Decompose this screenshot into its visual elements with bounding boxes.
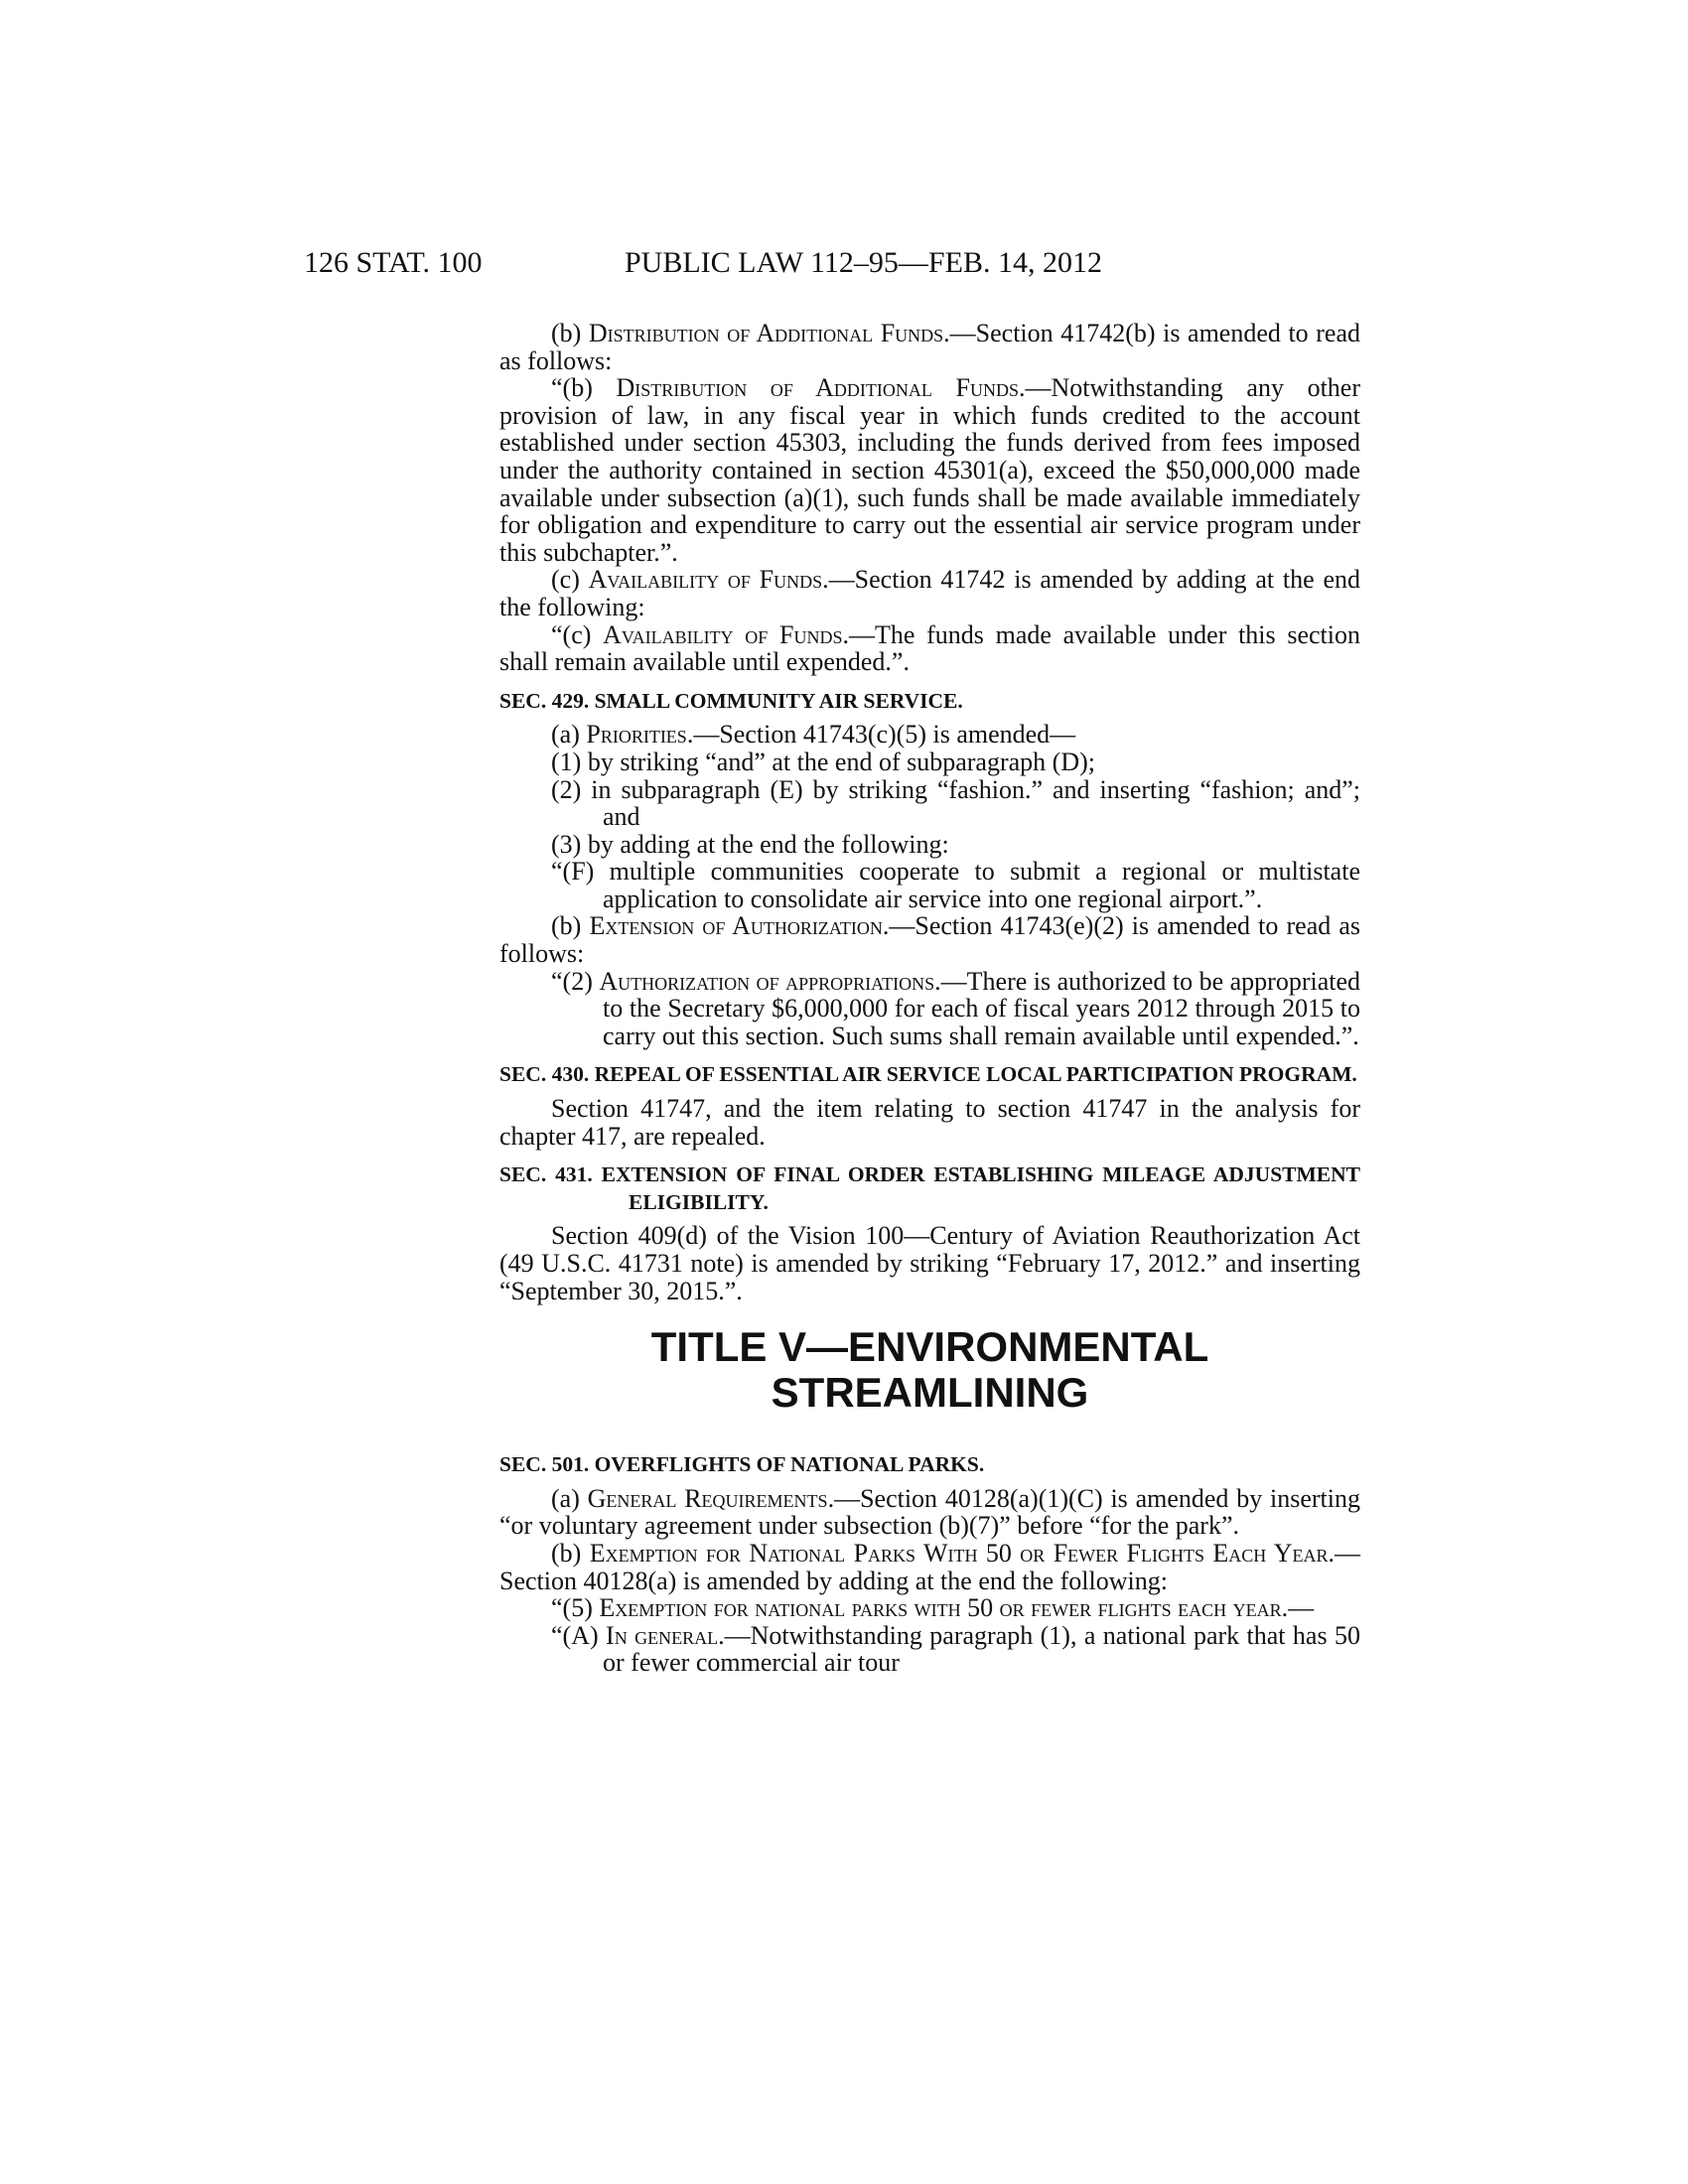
text-run: .— <box>1281 1593 1315 1623</box>
text-run: “(b) <box>551 373 617 403</box>
title-heading <box>499 1324 1360 1416</box>
text-run: “(2) <box>551 966 600 996</box>
section-heading <box>499 1451 1360 1479</box>
paragraph <box>499 721 1360 749</box>
quoted-subparagraph <box>499 858 1360 912</box>
heading-caption: Exemption for National Parks With 50 or Fewer Flights Each Year <box>589 1538 1329 1568</box>
heading-caption: General Requirements <box>587 1483 828 1513</box>
text-run: (c) <box>551 565 589 595</box>
heading-caption: Exemption for national parks with 50 or fewer flights each year <box>599 1593 1282 1623</box>
text-run: (b) <box>551 1538 590 1568</box>
text-run: (3) by adding at the end the following: <box>551 829 949 859</box>
paragraph <box>499 320 1360 374</box>
quoted-subparagraph <box>499 1622 1360 1677</box>
text-run: .—Notwithstanding any other provision of law, in any fiscal year in which funds credited to the account established under section 45303, including the funds derived from fees imposed under the authority contained in section 45301(a), exceed the $50,000,000 made available under subsection (a)(1), such funds shall be made available immediately for obligation and expenditure to carry out the essential air service program under this subchapter.”. <box>499 373 1361 567</box>
text-run: .—Section 41742 is amended by adding at the end the following: <box>499 565 1361 621</box>
text-run: “(5) <box>551 1593 600 1623</box>
document-body <box>499 320 1360 1677</box>
text-run: .—The funds made available under this section shall remain available until expended.”. <box>499 619 1361 677</box>
quoted-paragraph <box>499 968 1360 1050</box>
text-run: (2) in subparagraph (E) by striking “fashion.” and inserting “fashion; and”; and <box>551 774 1360 832</box>
paragraph <box>499 1222 1360 1304</box>
text-run: .—Section 40128(a)(1)(C) is amended by inserting “or voluntary agreement under subsection (b)(7)” before “for the park”. <box>499 1483 1361 1541</box>
heading-caption: Availability of Funds <box>588 565 823 595</box>
text-run: SEC. 430. REPEAL OF ESSENTIAL AIR SERVICE LOCAL PARTICIPATION PROGRAM. <box>499 1062 1357 1087</box>
heading-caption: Extension of Authorization <box>589 911 883 941</box>
text-run: Section 41747, and the item relating to section 41747 in the analysis for chapter 417, are repealed. <box>499 1094 1360 1151</box>
paragraph <box>499 912 1360 967</box>
text-run: TITLE V—ENVIRONMENTAL STREAMLINING <box>650 1323 1209 1417</box>
section-heading <box>499 1061 1360 1089</box>
heading-caption: Distribution of Additional Funds <box>616 373 1019 403</box>
clause <box>499 749 1360 776</box>
paragraph <box>499 566 1360 620</box>
heading-caption: Distribution of Additional Funds <box>588 319 944 347</box>
text-run: (a) <box>551 720 587 750</box>
text-run: SEC. 431. EXTENSION OF FINAL ORDER ESTABLISHING MILEAGE ADJUSTMENT ELIGIBILITY. <box>499 1162 1360 1214</box>
text-run: “(A) <box>551 1620 607 1650</box>
heading-caption: In general <box>606 1620 719 1650</box>
paragraph <box>499 1485 1360 1540</box>
quoted-paragraph <box>499 1594 1360 1622</box>
quoted-paragraph <box>499 776 1360 831</box>
text-run: (b) <box>551 319 589 347</box>
paragraph <box>499 374 1360 566</box>
section-heading <box>499 1161 1360 1216</box>
text-run: .—Section 41742(b) is amended to read as follows: <box>499 319 1360 375</box>
text-run: Section 409(d) of the Vision 100—Century of Aviation Reauthorization Act (49 U.S.C. 41731 note) is amended by striking “February 17, 2012.” and inserting “September 30, 2015.”. <box>499 1221 1360 1305</box>
text-run: .—Section 41743(c)(5) is amended— <box>686 720 1076 750</box>
heading-caption: Authorization of appropriations <box>599 966 935 996</box>
paragraph <box>499 1095 1360 1150</box>
paragraph <box>499 1540 1360 1594</box>
statute-page-number: 126 STAT. 100 <box>304 246 483 279</box>
heading-caption: Availability of Funds <box>603 619 843 649</box>
text-run: SEC. 501. OVERFLIGHTS OF NATIONAL PARKS. <box>499 1452 985 1477</box>
text-run: “(F) multiple communities cooperate to submit a regional or multistate application to consolidate air service into one regional airport.”. <box>551 857 1360 913</box>
clause <box>499 831 1360 859</box>
page-header <box>0 246 1688 286</box>
text-run: “(c) <box>551 619 604 649</box>
text-run: .—Section 40128(a) is amended by adding at the end the following: <box>499 1538 1360 1595</box>
text-run: .—Notwithstanding paragraph (1), a national park that has 50 or fewer commercial air tour <box>603 1620 1360 1678</box>
text-run: (b) <box>551 911 590 941</box>
heading-caption: Priorities <box>586 720 687 750</box>
running-title: PUBLIC LAW 112–95—FEB. 14, 2012 <box>625 246 1102 279</box>
text-run: SEC. 429. SMALL COMMUNITY AIR SERVICE. <box>499 688 963 713</box>
paragraph <box>499 621 1360 676</box>
text-run: .—There is authorized to be appropriated to the Secretary $6,000,000 for each of fiscal years 2012 through 2015 to carry out this section. Such sums shall remain available until expended.”. <box>603 966 1361 1050</box>
text-run: (1) by striking “and” at the end of subparagraph (D); <box>551 747 1095 776</box>
text-run: .—Section 41743(e)(2) is amended to read as follows: <box>499 911 1361 969</box>
text-run: (a) <box>551 1483 588 1513</box>
section-heading <box>499 688 1360 716</box>
